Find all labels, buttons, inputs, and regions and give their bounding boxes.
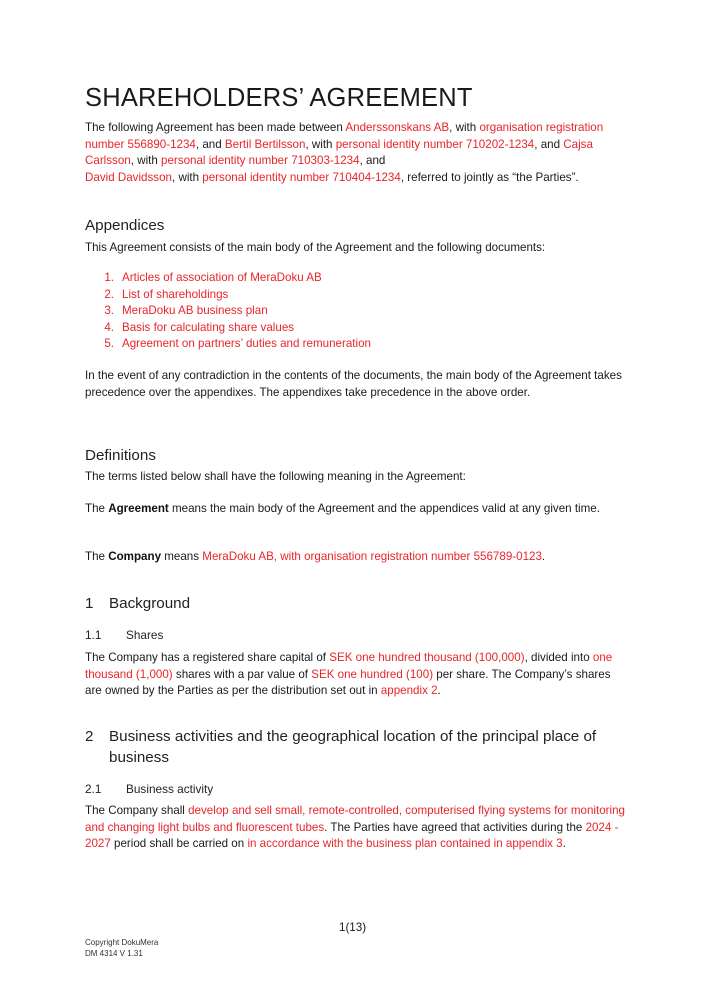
defined-term: Agreement bbox=[108, 502, 169, 515]
company-details: MeraDoku AB, with organisation registration number 556789-0123 bbox=[202, 550, 542, 563]
party-2-name: Bertil Bertilsson bbox=[224, 137, 306, 151]
definitions-heading: Definitions bbox=[85, 447, 156, 464]
section-number: 2.1 bbox=[85, 782, 102, 796]
footer bbox=[85, 937, 158, 959]
text: means bbox=[161, 550, 203, 563]
business-activity-paragraph bbox=[85, 803, 625, 853]
text: , with bbox=[449, 121, 480, 134]
section-title: Background bbox=[109, 595, 191, 612]
text: , with bbox=[305, 137, 336, 151]
appendix-label: Agreement on partners’ duties and remuneration bbox=[122, 337, 371, 350]
document-id: DM 4314 V 1.31 bbox=[85, 949, 143, 958]
text: per share. The Company’s shares are owned by the Parties as per the distribution set out in bbox=[85, 667, 611, 698]
precedence-paragraph: In the event of any contradiction in the contents of the documents, the main body of the Agreement takes precedence over the appendixes. The appendixes take precedence in the above order. bbox=[85, 369, 622, 399]
period: 2024 - 2027 bbox=[85, 820, 619, 851]
party-3-name: Cajsa Carlsson bbox=[85, 137, 593, 168]
list-number: 2. bbox=[104, 287, 114, 301]
section-2-1-heading bbox=[85, 782, 213, 796]
appendix-label: MeraDoku AB business plan bbox=[122, 304, 268, 317]
share-capital: SEK one hundred thousand (100,000) bbox=[329, 651, 525, 664]
party-2-id: personal identity number 710202-1234 bbox=[335, 137, 535, 151]
activity-description: develop and sell small, remote-controlled, computerised flying systems for monitoring and changing light bulbs and fluorescent tubes bbox=[85, 804, 625, 834]
text: , referred to jointly as “the Parties”. bbox=[400, 170, 579, 184]
copyright: Copyright DokuMera bbox=[85, 938, 159, 947]
section-1-1-heading bbox=[85, 628, 163, 642]
section-title: Business activities and the geographical location of the principal place of business bbox=[109, 728, 597, 766]
appendix-item bbox=[85, 287, 371, 304]
text: . bbox=[541, 550, 546, 563]
business-plan-reference: in accordance with the business plan contained in appendix 3 bbox=[247, 837, 563, 851]
appendix-item bbox=[85, 303, 371, 320]
appendix-item bbox=[85, 320, 371, 337]
section-number: 1.1 bbox=[85, 628, 102, 642]
appendix-label: Basis for calculating share values bbox=[122, 320, 295, 334]
appendices-heading: Appendices bbox=[85, 217, 165, 234]
intro-paragraph bbox=[85, 120, 625, 186]
text: The bbox=[85, 502, 109, 515]
text: , and bbox=[534, 137, 564, 151]
text: means the main body of the Agreement and the appendices valid at any given time. bbox=[168, 502, 600, 515]
section-number: 1 bbox=[85, 595, 94, 612]
par-value: SEK one hundred (100) bbox=[311, 667, 434, 681]
share-count: one thousand (1,000) bbox=[85, 651, 613, 681]
definitions-lead: The terms listed below shall have the following meaning in the Agreement: bbox=[85, 470, 466, 483]
party-4-name: David Davidsson bbox=[85, 170, 172, 184]
appendix-item bbox=[85, 270, 371, 287]
text: . bbox=[562, 837, 566, 851]
text: , and bbox=[195, 137, 225, 151]
appendix-label: List of shareholdings bbox=[122, 287, 229, 301]
text: shares with a par value of bbox=[172, 667, 312, 681]
party-1-id: organisation registration number 556890-1234 bbox=[85, 121, 604, 151]
page-number: 1(13) bbox=[339, 921, 367, 934]
list-number: 5. bbox=[104, 337, 114, 350]
appendix-item bbox=[85, 336, 371, 353]
section-title: Shares bbox=[126, 628, 164, 642]
shares-paragraph bbox=[85, 650, 625, 700]
party-1-name: Anderssonskans AB bbox=[345, 121, 450, 134]
text: , with bbox=[130, 154, 162, 168]
text: , divided into bbox=[524, 651, 593, 664]
list-number: 1. bbox=[104, 271, 114, 284]
text: , and bbox=[359, 154, 386, 168]
party-3-id: personal identity number 710303-1234 bbox=[161, 154, 360, 168]
party-4-id: personal identity number 710404-1234 bbox=[202, 170, 401, 184]
list-number: 4. bbox=[104, 320, 114, 334]
appendix-reference: appendix 2 bbox=[380, 684, 438, 698]
definition-company bbox=[85, 549, 625, 566]
text: The Company shall bbox=[85, 804, 189, 817]
appendix-label: Articles of association of MeraDoku AB bbox=[122, 271, 322, 284]
section-2-heading bbox=[85, 727, 625, 768]
text: period shall be carried on bbox=[110, 837, 248, 851]
list-number: 3. bbox=[104, 304, 114, 317]
document-title: SHAREHOLDERS’ AGREEMENT bbox=[85, 84, 473, 112]
definition-agreement bbox=[85, 501, 625, 518]
text: . bbox=[437, 684, 441, 698]
text: . The Parties have agreed that activities during the bbox=[324, 820, 586, 834]
section-title: Business activity bbox=[126, 782, 214, 796]
text: The bbox=[85, 550, 109, 563]
section-1-heading bbox=[85, 594, 625, 615]
defined-term: Company bbox=[108, 550, 162, 563]
text: , with bbox=[172, 170, 203, 184]
text: The Company has a registered share capital of bbox=[85, 651, 330, 664]
appendices-list bbox=[85, 270, 371, 353]
text: The following Agreement has been made between bbox=[85, 121, 346, 134]
section-number: 2 bbox=[85, 728, 94, 745]
appendices-lead: This Agreement consists of the main body of the Agreement and the following documents: bbox=[85, 241, 546, 254]
